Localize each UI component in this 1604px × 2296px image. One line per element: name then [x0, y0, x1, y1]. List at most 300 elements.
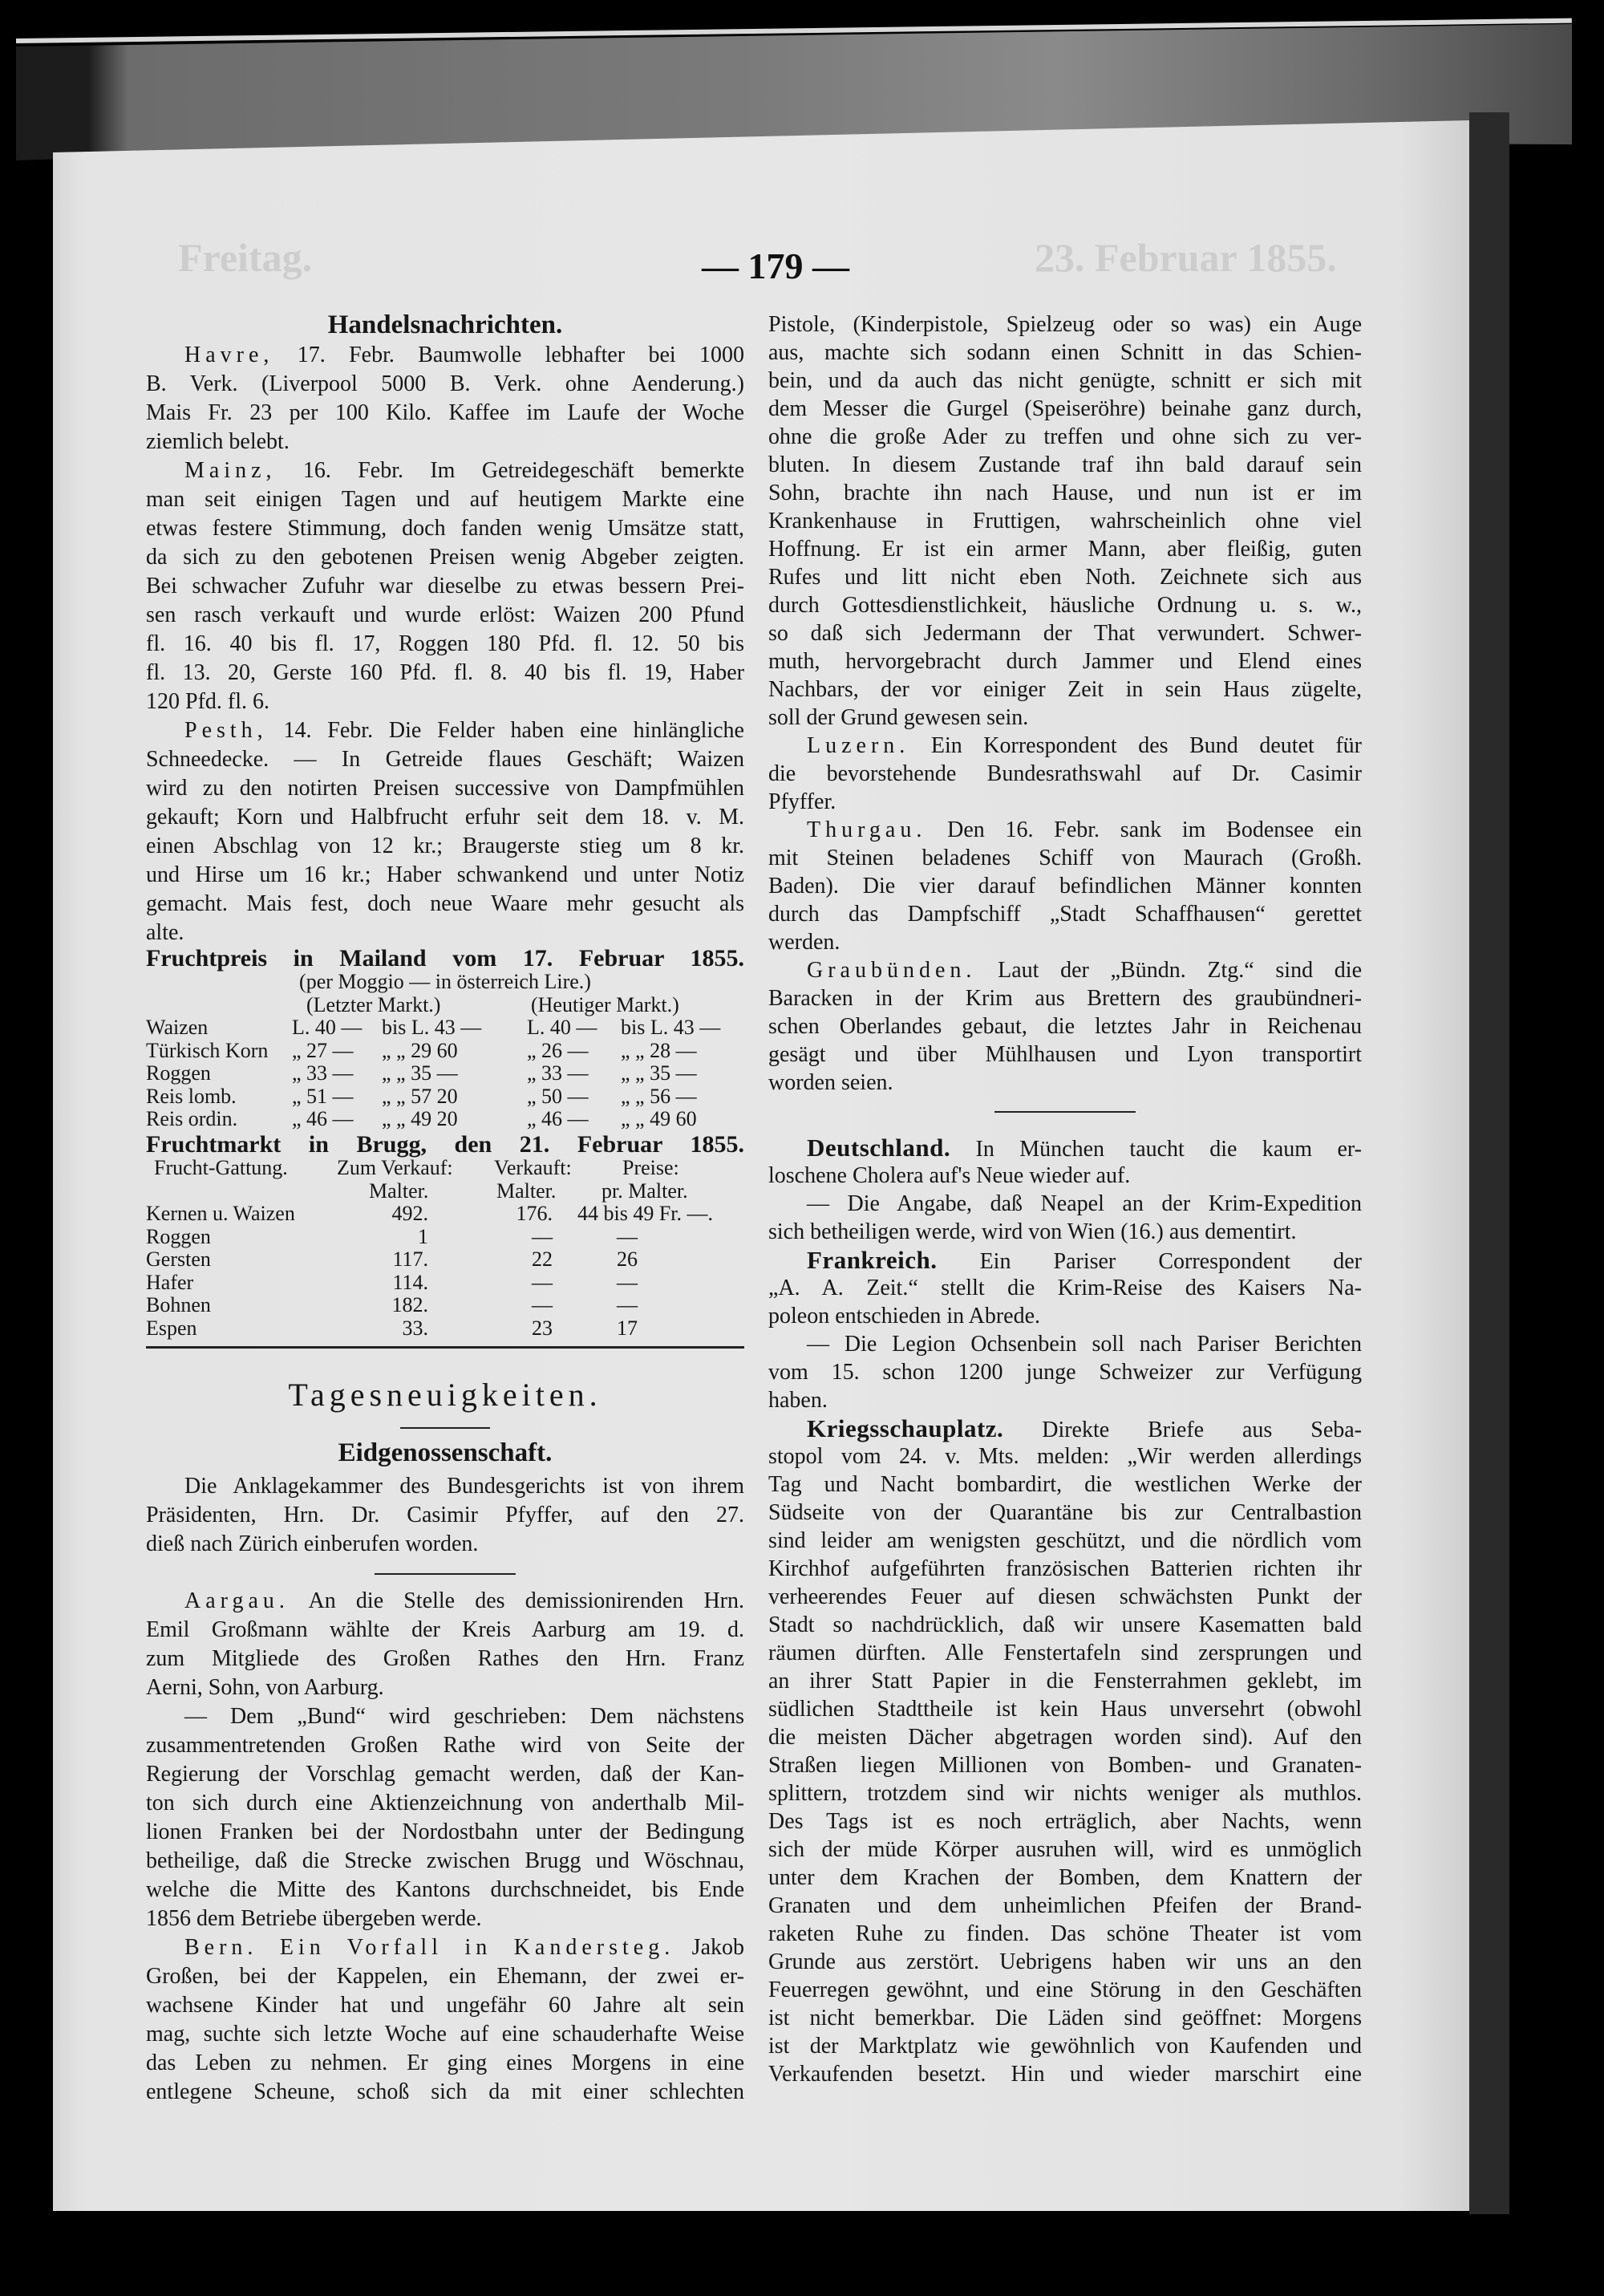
- price-cell: L. 40 —: [527, 1016, 597, 1039]
- text-line: [146, 601, 744, 630]
- line-text: dem Messer die Gurgel (Speiseröhre) beinahe ganz durch,: [768, 396, 1362, 421]
- line-text: wird zu den notirten Preisen successive von Dampfmühlen: [146, 776, 744, 801]
- line-text: dieß nach Zürich einberufen worden.: [146, 1531, 479, 1556]
- text-line: [768, 1442, 1362, 1470]
- text-line: [768, 535, 1362, 563]
- text-line: [768, 563, 1362, 591]
- text-line: [768, 1134, 1362, 1162]
- text-line: [768, 339, 1362, 367]
- grain-name: Waizen: [146, 1016, 209, 1039]
- paragraph-lead: Deutschland.: [807, 1134, 951, 1162]
- line-text: In München taucht die kaum er-: [950, 1137, 1362, 1162]
- text-line: [146, 514, 744, 543]
- text-line: [768, 675, 1362, 704]
- line-text: Bei schwacher Zufuhr war dieselbe zu etwas bessern Prei-: [146, 574, 744, 598]
- text-line: [768, 1358, 1362, 1386]
- line-text: Granaten und dem unheimlichen Pfeifen der Brand-: [768, 1893, 1362, 1918]
- text-line: [146, 919, 744, 947]
- line-text: werden.: [768, 930, 840, 955]
- line-text: Grunde aus zerstört. Uebrigens haben wir uns an den: [768, 1949, 1362, 1974]
- line-text: 1856 dem Betriebe übergeben werde.: [146, 1906, 482, 1931]
- text-line: [146, 890, 744, 919]
- text-line: [768, 816, 1362, 844]
- section-cantons: [146, 1587, 744, 2107]
- line-text: — Dem „Bund“ wird geschrieben: Dem nächstens: [184, 1704, 744, 1729]
- line-text: splittern, trotzdem sind wir nichts weniger als muthlos.: [768, 1781, 1362, 1806]
- line-text: da sich zu den gebotenen Preisen wenig Abgeber zeigten.: [146, 545, 744, 570]
- price-cell: —: [617, 1293, 638, 1316]
- line-text: man seit einigen Tagen und auf heutigem Markte eine: [146, 487, 744, 512]
- paragraph-lead: Pesth,: [184, 718, 268, 743]
- line-text: verheerendes Feuer auf diesen schwächsten Punkt der: [768, 1584, 1362, 1609]
- text-line: [768, 1611, 1362, 1639]
- line-text: zusammentretenden Großen Rathe wird von Seite der: [146, 1733, 744, 1758]
- line-text: Schneedecke. — In Getreide flaues Geschäft; Waizen: [146, 747, 744, 772]
- line-text: mag, suchte sich letzte Woche auf eine schauderhafte Weise: [146, 2022, 744, 2047]
- line-text: Südseite von der Quarantäne bis zur Centralbastion: [768, 1500, 1362, 1525]
- text-line: [146, 1847, 744, 1876]
- line-text: Aerni, Sohn, von Aarburg.: [146, 1675, 384, 1700]
- text-line: [768, 1836, 1362, 1864]
- subsection-heading: Eidgenossenschaft.: [338, 1438, 553, 1467]
- line-text: entlegene Scheune, schoß sich da mit einer schlechten: [146, 2079, 744, 2104]
- paragraph: [146, 1472, 744, 1559]
- text-line: [768, 928, 1362, 956]
- text-line: [768, 956, 1362, 984]
- price-cell: 17: [617, 1316, 638, 1340]
- text-line: [146, 803, 744, 832]
- text-line: [146, 2078, 744, 2107]
- column-header-grain-type: Frucht-Gattung.: [154, 1156, 288, 1179]
- text-line: [768, 2032, 1362, 2060]
- table-row: [146, 1294, 744, 1317]
- price-cell: —: [617, 1224, 638, 1248]
- text-line: [768, 1807, 1362, 1836]
- line-text: zum Mitgliede des Großen Rathes den Hrn. Franz: [146, 1646, 744, 1671]
- paragraph-lead: Havre,: [184, 343, 274, 367]
- show-through-weekday: Freitag.: [178, 235, 313, 280]
- paragraph: [146, 456, 744, 716]
- page-number: — 179 —: [702, 245, 849, 286]
- text-line: [768, 984, 1362, 1012]
- table-row: [146, 1040, 744, 1063]
- price-cell: „ 46 —: [527, 1107, 589, 1130]
- text-line: [768, 1527, 1362, 1555]
- line-text: Den 16. Febr. sank im Bodensee ein: [926, 817, 1362, 842]
- line-text: die meisten Dächer abgetragen worden sind). Auf den: [768, 1725, 1362, 1750]
- divider: [375, 1573, 516, 1575]
- text-line: [768, 1723, 1362, 1751]
- line-text: ist der Marktplatz wie gewöhnlich von Kaufenden und: [768, 2034, 1362, 2059]
- text-line: [146, 1962, 744, 1991]
- line-text: ist nicht bemerkbar. Die Läden sind geöffnet: Morgens: [768, 2006, 1362, 2030]
- text-line: [146, 1876, 744, 1905]
- price-cell: 44 bis 49 Fr. —.: [577, 1202, 714, 1225]
- line-text: Tag und Nacht bombardirt, die westlichen Werke der: [768, 1472, 1362, 1497]
- line-text: fl. 16. 40 bis fl. 17, Roggen 180 Pfd. fl. 12. 50 bis: [146, 631, 744, 656]
- line-text: ton sich durch eine Aktienzeichnung von anderthalb Mil-: [146, 1791, 744, 1815]
- text-line: [768, 1218, 1362, 1246]
- for-sale-cell: 117.: [392, 1247, 428, 1271]
- text-line: [146, 659, 744, 688]
- line-text: „A. A. Zeit.“ stellt die Krim-Reise des Kaisers Na-: [768, 1276, 1362, 1300]
- article-body: [146, 1472, 744, 1559]
- grain-name: Espen: [146, 1316, 197, 1340]
- price-cell: „ „ 56 —: [621, 1084, 697, 1108]
- text-line: [146, 2020, 744, 2049]
- line-text: ohne die große Ader zu treffen und ohne sich zu ver-: [768, 424, 1362, 449]
- paragraph: [768, 1190, 1362, 1246]
- price-cell: „ „ 49 60: [621, 1107, 697, 1130]
- line-text: welche die Mitte des Kantons durchschneidet, bis Ende: [146, 1877, 744, 1902]
- line-text: sind leider am wenigsten geschützt, und die nördlich vom: [768, 1528, 1362, 1553]
- line-text: Rufes und litt nicht eben Noth. Zeichnete sich aus: [768, 565, 1362, 590]
- paragraph: [768, 1246, 1362, 1330]
- paragraph: [146, 1587, 744, 1702]
- line-text: Laut der „Bündn. Ztg.“ sind die: [976, 958, 1362, 983]
- text-line: [146, 745, 744, 774]
- show-through-date: 23. Februar 1855.: [1035, 235, 1337, 280]
- line-text: südlichen Stadttheile ist kein Haus unversehrt (obwohl: [768, 1697, 1362, 1722]
- paragraph-lead: Aargau.: [184, 1588, 290, 1613]
- column-unit: Malter.: [369, 1178, 429, 1203]
- column-header-for-sale: Zum Verkauf:: [337, 1156, 453, 1179]
- text-line: [768, 1639, 1362, 1667]
- text-line: [768, 1274, 1362, 1302]
- text-line: [768, 1069, 1362, 1097]
- text-line: [768, 704, 1362, 732]
- grain-name: Bohnen: [146, 1293, 211, 1316]
- text-line: [146, 774, 744, 803]
- line-text: Pistole, (Kinderpistole, Spielzeug oder so was) ein Auge: [768, 312, 1362, 337]
- text-line: [768, 2060, 1362, 2088]
- line-text: sich betheiligen werde, wird von Wien (16.) aus dementirt.: [768, 1219, 1297, 1244]
- text-line: [146, 1616, 744, 1645]
- line-text: raketen Ruhe zu finden. Das schöne Theater ist vom: [768, 1921, 1362, 1946]
- text-line: [146, 1501, 744, 1530]
- text-line: [768, 2004, 1362, 2032]
- text-line: [146, 630, 744, 659]
- for-sale-cell: 1: [418, 1224, 428, 1248]
- price-cell: „ 27 —: [292, 1038, 354, 1062]
- line-text: aus, machte sich sodann einen Schnitt in das Schien-: [768, 340, 1362, 365]
- line-text: B. Verk. (Liverpool 5000 B. Verk. ohne Aenderung.): [146, 371, 744, 396]
- line-text: bluten. In diesem Zustande traf ihn bald darauf sein: [768, 452, 1362, 477]
- line-text: Die Anklagekammer des Bundesgerichts ist von ihrem: [184, 1474, 744, 1499]
- line-text: Nachbars, der vor einiger Zeit in sein Haus zügelte,: [768, 677, 1362, 702]
- paragraph: [768, 732, 1362, 816]
- line-text: — Die Angabe, daß Neapel an der Krim-Expedition: [807, 1191, 1362, 1216]
- text-line: [146, 1731, 744, 1760]
- text-line: [768, 788, 1362, 816]
- paragraph: [768, 956, 1362, 1097]
- line-text: soll der Grund gewesen sein.: [768, 705, 1029, 730]
- text-line: [146, 861, 744, 890]
- line-text: einen Abschlag von 12 kr.; Braugerste stieg um 8 kr.: [146, 834, 744, 858]
- line-text: sen rasch verkauft und wurde erlöst: Waizen 200 Pfund: [146, 602, 744, 627]
- line-text: Hoffnung. Er ist ein armer Mann, aber fleißig, guten: [768, 537, 1362, 562]
- text-line: [768, 619, 1362, 647]
- text-line: [768, 479, 1362, 507]
- text-line: [768, 1414, 1362, 1442]
- line-text: Verkaufenden besetzt. Hin und wieder marschirt eine: [768, 2062, 1362, 2087]
- line-text: Straßen liegen Millionen von Bomben- und Granaten-: [768, 1753, 1362, 1778]
- line-text: Baracken in der Krim aus Brettern des graubündneri-: [768, 986, 1362, 1011]
- line-text: an ihrer Statt Papier in die Fensterrahmen geklebt, im: [768, 1669, 1362, 1694]
- line-text: Ein Pariser Correspondent der: [937, 1249, 1362, 1274]
- table-fruchtpreis-mailand: [146, 947, 744, 1131]
- text-line: [146, 370, 744, 399]
- text-line: [146, 716, 744, 745]
- text-line: [768, 1330, 1362, 1358]
- table-row: [146, 1016, 744, 1040]
- price-cell: „ „ 57 20: [382, 1084, 458, 1108]
- paragraph: [768, 1330, 1362, 1414]
- line-text: 120 Pfd. fl. 6.: [146, 689, 269, 714]
- column-unit: Malter.: [496, 1178, 557, 1203]
- column-header-today-market: (Heutiger Markt.): [531, 992, 679, 1016]
- text-line: [768, 1162, 1362, 1190]
- paragraph: [146, 341, 744, 456]
- text-line: [146, 1587, 744, 1616]
- line-text: gemacht. Mais fest, doch neue Waare mehr gesucht als: [146, 891, 744, 916]
- column-header-sold: Verkauft:: [494, 1156, 572, 1179]
- text-line: [768, 1246, 1362, 1274]
- grain-name: Gersten: [146, 1247, 211, 1271]
- text-line: [768, 310, 1362, 339]
- text-line: [768, 1386, 1362, 1414]
- text-line: [768, 1892, 1362, 1920]
- line-text: fl. 13. 20, Gerste 160 Pfd. fl. 8. 40 bis fl. 19, Haber: [146, 660, 744, 685]
- text-line: [768, 844, 1362, 872]
- table-fruchtmarkt-brugg: [146, 1133, 744, 1340]
- article-body: [768, 310, 1362, 1097]
- table-body: [146, 1016, 744, 1131]
- line-text: An die Stelle des demissionirenden Hrn.: [289, 1588, 744, 1613]
- for-sale-cell: 182.: [391, 1293, 428, 1316]
- table-row: [146, 1272, 744, 1295]
- line-text: die bevorstehende Bundesrathswahl auf Dr. Casimir: [768, 761, 1362, 786]
- line-text: Emil Großmann wählte der Kreis Aarburg am 19. d.: [146, 1617, 744, 1642]
- paragraph: [768, 816, 1362, 956]
- text-line: [768, 367, 1362, 395]
- page-binding-edge: [1469, 112, 1509, 2214]
- for-sale-cell: 492.: [391, 1202, 428, 1225]
- line-text: muth, hervorgebracht durch Jammer und Elend eines: [768, 649, 1362, 674]
- text-line: [146, 1673, 744, 1702]
- table-title: Fruchtpreis in Mailand vom 17. Februar 1855.: [146, 945, 744, 972]
- for-sale-cell: 114.: [392, 1270, 428, 1294]
- line-text: Feuerregen gewöhnt, und eine Störung in den Geschäften: [768, 1978, 1362, 2002]
- paragraph-lead: Kriegsschauplatz.: [807, 1414, 1004, 1442]
- line-text: Des Tags ist es noch erträglich, aber Nachts, wenn: [768, 1809, 1362, 1834]
- line-text: Pfyffer.: [768, 789, 836, 814]
- grain-name: Kernen u. Waizen: [146, 1202, 295, 1225]
- paragraph-lead: Thurgau.: [807, 817, 927, 842]
- sold-cell: —: [532, 1270, 553, 1294]
- line-text: loschene Cholera auf's Neue wieder auf.: [768, 1163, 1131, 1188]
- paragraph: [768, 1134, 1362, 1190]
- text-line: [768, 1948, 1362, 1976]
- line-text: gekauft; Korn und Halbfrucht erfuhr seit dem 18. v. M.: [146, 805, 744, 830]
- line-text: durch Gottesdienstlichkeit, häusliche Ordnung u. s. w.,: [768, 593, 1362, 618]
- table-subtitle: (per Moggio — in österreich Lire.): [299, 970, 591, 993]
- line-text: 16. Febr. Im Getreidegeschäft bemerkte: [276, 458, 744, 483]
- line-text: wachsene Kinder hat und ungefähr 60 Jahre alt sein: [146, 1993, 744, 2018]
- section-handelsnachrichten: [146, 309, 744, 947]
- price-cell: „ „ 35 —: [621, 1061, 697, 1085]
- price-cell: bis L. 43 —: [621, 1016, 721, 1039]
- text-line: [768, 1499, 1362, 1527]
- text-line: [768, 647, 1362, 675]
- text-line: [146, 1789, 744, 1818]
- text-line: [768, 872, 1362, 900]
- line-text: Mais Fr. 23 per 100 Kilo. Kaffee im Laufe der Woche: [146, 400, 744, 425]
- section-tagesneuigkeiten: [146, 1346, 744, 1575]
- line-text: Präsidenten, Hrn. Dr. Casimir Pfyffer, auf den 27.: [146, 1503, 744, 1527]
- line-text: Regierung der Vorschlag gemacht werden, daß der Kan-: [146, 1762, 744, 1787]
- line-text: Jakob: [674, 1935, 744, 1960]
- line-text: so daß sich Jedermann der That verwundert. Schwer-: [768, 621, 1362, 646]
- text-line: [768, 1302, 1362, 1330]
- text-line: [768, 1583, 1362, 1611]
- article-body: [146, 341, 744, 947]
- text-line: [768, 1864, 1362, 1892]
- line-text: Sohn, brachte ihn nach Hause, und nun ist er im: [768, 481, 1362, 505]
- section-cantons-continued: [768, 310, 1362, 2088]
- section-heading: Tagesneuigkeiten.: [288, 1377, 602, 1413]
- paragraph: [146, 1702, 744, 1933]
- line-text: unter dem Krachen der Bomben, dem Knattern der: [768, 1865, 1362, 1890]
- paragraph-lead: Mainz,: [184, 458, 277, 483]
- paragraph-lead: Luzern.: [807, 733, 910, 758]
- text-line: [768, 395, 1362, 423]
- text-line: [768, 423, 1362, 451]
- price-cell: „ 51 —: [292, 1084, 354, 1108]
- line-text: etwas festere Stimmung, doch fanden wenig Umsätze statt,: [146, 516, 744, 541]
- text-line: [768, 732, 1362, 760]
- sold-cell: 22: [532, 1247, 553, 1271]
- paragraph-lead: Bern. Ein Vorfall in Kandersteg.: [184, 1935, 675, 1960]
- text-line: [146, 1818, 744, 1847]
- text-line: [146, 2049, 744, 2078]
- paragraph: [146, 1933, 744, 2107]
- text-line: [146, 688, 744, 716]
- table-row: [146, 1085, 744, 1109]
- price-cell: „ 26 —: [527, 1038, 589, 1062]
- text-line: [768, 1012, 1362, 1041]
- text-line: [768, 900, 1362, 928]
- price-cell: „ 33 —: [292, 1061, 354, 1085]
- line-text: bein, und da auch das nicht genügte, schnitt er sich mit: [768, 368, 1362, 393]
- table-row: [146, 1226, 744, 1249]
- line-text: vom 15. schon 1200 junge Schweizer zur Verfügung: [768, 1360, 1362, 1385]
- line-text: Stadt so nachdrücklich, daß wir unsere Kasematten bald: [768, 1612, 1362, 1637]
- line-text: 17. Febr. Baumwolle lebhafter bei 1000: [273, 343, 744, 367]
- line-text: stopol vom 24. v. Mts. melden: „Wir werden allerdings: [768, 1444, 1362, 1469]
- paragraph-lead: Frankreich.: [807, 1246, 938, 1274]
- price-cell: „ 33 —: [527, 1061, 589, 1085]
- text-line: [146, 456, 744, 485]
- text-line: [768, 1976, 1362, 2004]
- price-cell: „ 46 —: [292, 1107, 354, 1130]
- table-body: [146, 1203, 744, 1340]
- column-unit: pr. Malter.: [602, 1178, 688, 1203]
- text-line: [768, 1555, 1362, 1583]
- paragraph-lead: Graubünden.: [807, 958, 977, 983]
- text-line: [768, 507, 1362, 535]
- text-line: [146, 1530, 744, 1559]
- paragraph: [768, 1414, 1362, 2088]
- text-line: [768, 760, 1362, 788]
- price-cell: „ 50 —: [527, 1084, 589, 1108]
- price-cell: 26: [617, 1247, 638, 1271]
- text-line: [768, 1779, 1362, 1807]
- grain-name: Reis ordin.: [146, 1107, 238, 1130]
- line-text: das Leben zu nehmen. Er ging eines Morgens in eine: [146, 2051, 744, 2075]
- sold-cell: 23: [532, 1316, 553, 1340]
- text-line: [146, 1472, 744, 1501]
- table-row: [146, 1203, 744, 1226]
- price-cell: bis L. 43 —: [382, 1016, 482, 1039]
- text-line: [146, 543, 744, 572]
- table-row: [146, 1062, 744, 1085]
- line-text: sich der müde Körper ausruhen will, wird es unmöglich: [768, 1837, 1362, 1862]
- text-line: [768, 1751, 1362, 1779]
- text-line: [768, 1667, 1362, 1695]
- line-text: worden seien.: [768, 1070, 893, 1095]
- line-text: poleon entschieden in Abrede.: [768, 1304, 1041, 1329]
- text-line: [146, 341, 744, 370]
- text-line: [146, 1702, 744, 1731]
- line-text: alte.: [146, 920, 184, 945]
- text-line: [768, 1190, 1362, 1218]
- text-line: [146, 428, 744, 456]
- line-text: Krankenhause in Fruttigen, wahrscheinlich ohne viel: [768, 509, 1362, 533]
- line-text: betheilige, daß die Strecke zwischen Brugg und Wöschnau,: [146, 1848, 744, 1873]
- line-text: haben.: [768, 1388, 828, 1413]
- text-line: [146, 1905, 744, 1933]
- sold-cell: 176.: [516, 1202, 553, 1225]
- text-line: [146, 832, 744, 861]
- sold-cell: —: [532, 1293, 553, 1316]
- price-cell: L. 40 —: [292, 1016, 363, 1039]
- paragraph: [768, 310, 1362, 732]
- table-row: [146, 1317, 744, 1341]
- text-line: [146, 572, 744, 601]
- text-line: [768, 591, 1362, 619]
- text-line: [146, 399, 744, 428]
- price-cell: „ „ 28 —: [621, 1038, 697, 1062]
- text-line: [768, 1920, 1362, 1948]
- table-row: [146, 1248, 744, 1272]
- table-row: [146, 1108, 744, 1131]
- line-text: räumen dürften. Alle Fenstertafeln sind zersprungen und: [768, 1641, 1362, 1665]
- grain-name: Roggen: [146, 1224, 211, 1248]
- sold-cell: —: [532, 1224, 553, 1248]
- price-cell: —: [617, 1270, 638, 1294]
- line-text: 14. Febr. Die Felder haben eine hinlängliche: [267, 718, 744, 743]
- line-text: und Hirse um 16 kr.; Haber schwankend und unter Notiz: [146, 862, 744, 887]
- line-text: Direkte Briefe aus Seba-: [1003, 1418, 1362, 1442]
- for-sale-cell: 33.: [402, 1316, 428, 1340]
- article-body-foreign-news: [768, 1134, 1362, 2088]
- line-text: schen Oberlandes gebaut, die letztes Jahr in Reichenau: [768, 1014, 1362, 1039]
- text-line: [146, 1933, 744, 1962]
- line-text: ziemlich belebt.: [146, 429, 290, 454]
- table-title: Fruchtmarkt in Brugg, den 21. Februar 1855.: [146, 1131, 744, 1158]
- text-line: [146, 1645, 744, 1673]
